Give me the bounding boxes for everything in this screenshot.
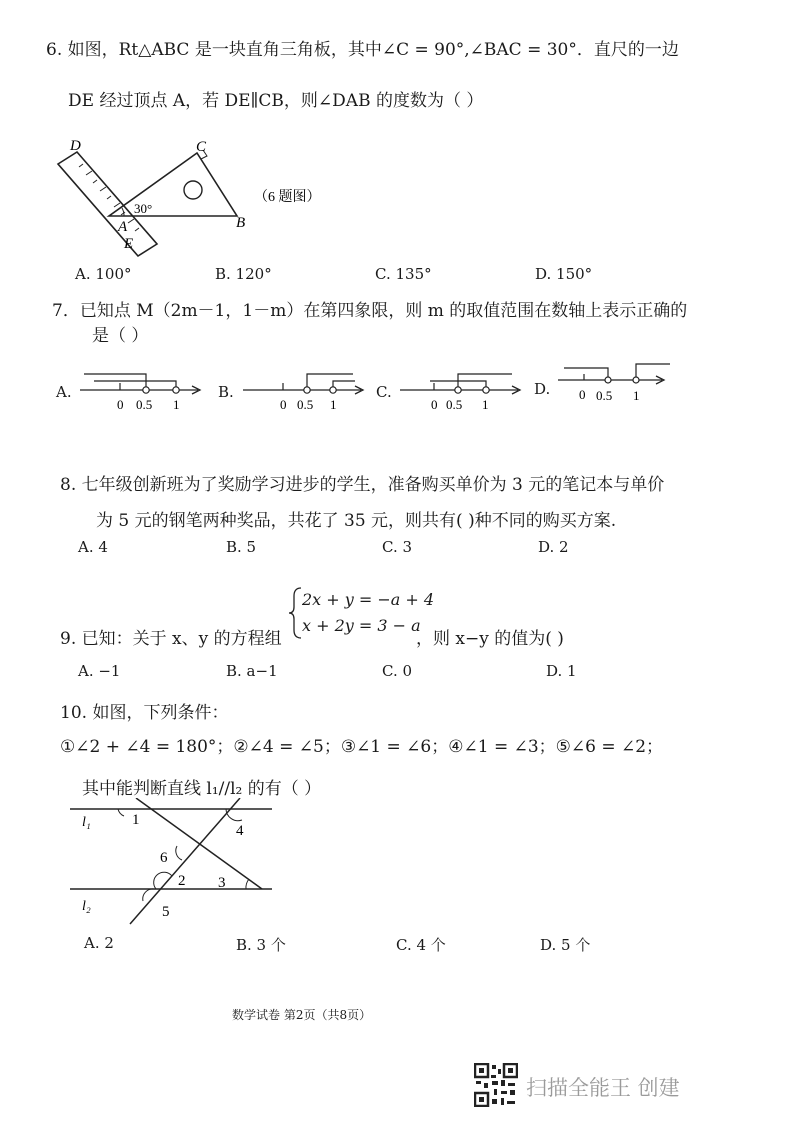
tick-1: 1 xyxy=(330,397,337,412)
angle-6-label: 6 xyxy=(160,850,168,866)
q6-option-a[interactable]: A. 100° xyxy=(75,265,132,283)
tick-05: 0.5 xyxy=(596,388,613,403)
triangle-shape xyxy=(109,153,237,216)
q8-option-b[interactable]: B. 5 xyxy=(226,538,257,556)
q6-stem-line1: 6. 如图，Rt△ABC 是一块直角三角板，其中∠C = 90°,∠BAC = 30°．直尺的一边 xyxy=(46,40,679,60)
q9-option-d[interactable]: D. 1 xyxy=(546,662,577,680)
q6-option-b[interactable]: B. 120° xyxy=(215,265,272,283)
page-footer: 数学试卷 第2页（共8页） xyxy=(232,1008,372,1022)
q10-figure xyxy=(60,798,280,928)
q7-option-c-label[interactable]: C. xyxy=(376,383,392,401)
scanner-brand-watermark: 扫描全能王 创建 xyxy=(526,1076,680,1100)
q10-option-a[interactable]: A. 2 xyxy=(84,934,114,952)
label-D: D xyxy=(70,138,81,154)
qr-code-icon xyxy=(474,1063,518,1107)
tick-05: 0.5 xyxy=(297,397,314,412)
q7-number-line-c[interactable] xyxy=(400,364,530,416)
q10-conditions: ①∠2 + ∠4 = 180°；②∠4 = ∠5；③∠1 = ∠6；④∠1 = ∠3；⑤∠6 = ∠2； xyxy=(60,737,664,757)
tick-0: 0 xyxy=(431,397,438,412)
tick-0: 0 xyxy=(579,387,586,402)
label-l2: l₂ xyxy=(82,899,91,914)
q9-equation-1: 2x + y = −a + 4 xyxy=(302,590,435,609)
q6-option-c[interactable]: C. 135° xyxy=(375,265,432,283)
q8-stem-line1: 8. 七年级创新班为了奖励学习进步的学生，准备购买单价为 3 元的笔记本与单价 xyxy=(60,475,665,495)
q7-stem-line1: 7．已知点 M（2m－1，1－m）在第四象限，则 m 的取值范围在数轴上表示正确的 xyxy=(52,301,688,321)
q9-option-c[interactable]: C. 0 xyxy=(382,662,413,680)
angle-1-label: 1 xyxy=(132,812,140,828)
transversal-1 xyxy=(136,798,262,889)
q7-option-a-label[interactable]: A. xyxy=(56,383,72,401)
q6-stem-line2: DE 经过顶点 A，若 DE∥CB，则∠DAB 的度数为（ ） xyxy=(68,91,484,111)
q8-stem-line2: 为 5 元的钢笔两种奖品，共花了 35 元，则共有( )种不同的购买方案. xyxy=(96,511,617,531)
angle-2-label: 2 xyxy=(178,873,186,889)
tick-0: 0 xyxy=(117,397,124,412)
q7-option-d-label[interactable]: D. xyxy=(534,380,551,398)
q7-number-line-d[interactable] xyxy=(558,360,676,410)
q9-equation-2: x + 2y = 3 − a xyxy=(302,616,421,635)
q10-stem-line3: 其中能判断直线 l₁//l₂ 的有（ ） xyxy=(82,779,322,799)
label-E: E xyxy=(124,236,134,252)
q10-stem-line1: 10. 如图，下列条件： xyxy=(60,703,229,723)
tick-0: 0 xyxy=(280,397,287,412)
tick-05: 0.5 xyxy=(136,397,153,412)
q6-caption: （6 题图） xyxy=(254,190,321,205)
angle-5-label: 5 xyxy=(162,904,170,920)
q7-option-b-label[interactable]: B. xyxy=(218,383,234,401)
tick-05: 0.5 xyxy=(446,397,463,412)
q7-stem-line2: 是（ ） xyxy=(92,326,149,346)
q7-number-line-b[interactable] xyxy=(243,364,373,416)
q7-number-line-a[interactable] xyxy=(80,364,210,416)
angle-3-label: 3 xyxy=(218,875,226,891)
label-l1: l₁ xyxy=(82,815,91,830)
tick-1: 1 xyxy=(173,397,180,412)
tick-1: 1 xyxy=(633,388,640,403)
q9-stem-before: 9. 已知：关于 x、y 的方程组 xyxy=(60,629,282,649)
tick-1: 1 xyxy=(482,397,489,412)
label-A: A xyxy=(118,219,128,235)
q10-option-c[interactable]: C. 4 个 xyxy=(396,936,446,954)
q8-option-c[interactable]: C. 3 xyxy=(382,538,413,556)
q9-option-a[interactable]: A. −1 xyxy=(78,662,121,680)
angle-30-label: 30° xyxy=(134,201,153,216)
label-B: B xyxy=(236,215,246,231)
q9-stem-after: ，则 x−y 的值为( ) xyxy=(416,629,564,649)
angle-4-label: 4 xyxy=(236,823,244,839)
q8-option-a[interactable]: A. 4 xyxy=(78,538,108,556)
q10-option-b[interactable]: B. 3 个 xyxy=(236,936,286,954)
q6-option-d[interactable]: D. 150° xyxy=(535,265,593,283)
q10-option-d[interactable]: D. 5 个 xyxy=(540,936,591,954)
q9-option-b[interactable]: B. a−1 xyxy=(226,662,278,680)
label-C: C xyxy=(196,139,207,155)
q8-option-d[interactable]: D. 2 xyxy=(538,538,569,556)
q6-figure xyxy=(40,136,360,261)
